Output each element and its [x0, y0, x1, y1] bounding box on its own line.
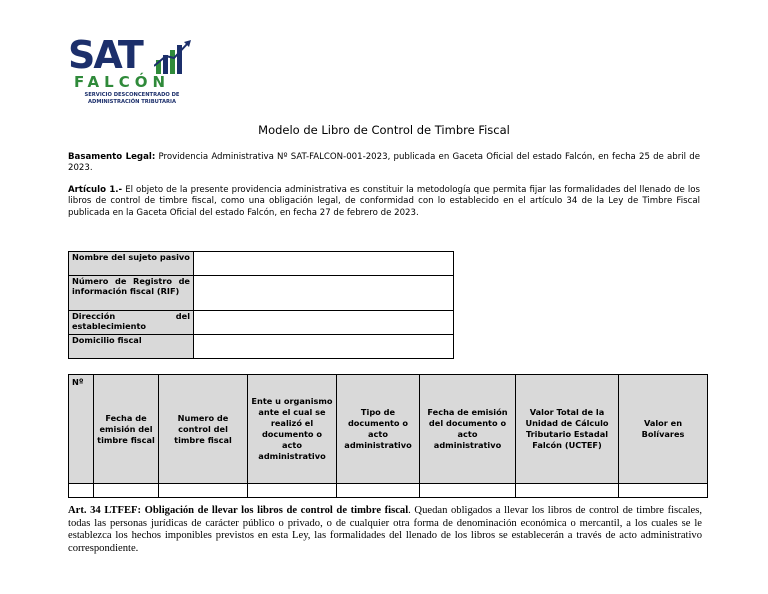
column-header-number: Nº [69, 375, 94, 484]
column-header-tipo-documento: Tipo de documento o acto administrativo [337, 375, 420, 484]
table-cell[interactable] [420, 484, 516, 498]
info-row [69, 311, 454, 335]
basamento-label: Basamento Legal: [68, 152, 156, 162]
info-label: Nombre del sujeto pasivo [69, 252, 194, 276]
page-title: Modelo de Libro de Control de Timbre Fiscal [258, 123, 510, 137]
info-row [69, 276, 454, 311]
taxpayer-info-table [68, 251, 454, 359]
column-header-fecha-documento: Fecha de emisión del documento o acto administrativo [420, 375, 516, 484]
logo-tagline [72, 92, 192, 105]
table-cell[interactable] [94, 484, 159, 498]
logo-tagline-line1: SERVICIO DESCONCENTRADO DE [84, 92, 180, 98]
articulo-text: El objeto de la presente providencia administrativa es constituir la metodología que permita fijar las formalidades del llenado de los libros de control de timbre fiscal, como una obligación legal, de conformidad con lo establecido en el artículo 34 de la Ley de Timbre Fiscal publicada en la Gaceta Oficial del estado Falcón, en fecha 27 de febrero de 2023. [68, 185, 701, 218]
basamento-text: Providencia Administrativa Nº SAT-FALCON-001-2023, publicada en Gaceta Oficial del estado Falcón, en fecha 25 de abril de 2023. [68, 152, 700, 174]
table-cell[interactable] [516, 484, 619, 498]
articulo-label: Artículo 1.- [68, 185, 123, 195]
table-cell[interactable] [337, 484, 420, 498]
logo-growth-chart-icon [154, 40, 192, 74]
info-value[interactable] [194, 252, 454, 276]
table-header-row [69, 375, 708, 484]
info-value[interactable] [194, 335, 454, 359]
info-value[interactable] [194, 276, 454, 311]
article-34-footnote [68, 505, 702, 555]
footnote-text: . Quedan obligados a llevar los libros de control de timbre fiscales, todas las personas jurídicas de carácter público o privado, o de cualquier otra forma de denominación económica o mercantil, a los cuales se le establezca los hechos imponibles previstos en esta Ley, las formalidades del llenado de los libros se establecerán a través de acto administrativo correspondiente. [68, 505, 702, 554]
column-header-ente-organismo: Ente u organismo ante el cual se realizó el documento o acto administrativo [248, 375, 337, 484]
table-cell[interactable] [69, 484, 94, 498]
column-header-valor-uctef: Valor Total de la Unidad de Cálculo Tributario Estadal Falcón (UCTEF) [516, 375, 619, 484]
logo-main-text: SAT [68, 33, 142, 77]
basamento-legal-paragraph [68, 152, 700, 175]
column-header-valor-bolivares: Valor en Bolívares [619, 375, 708, 484]
info-label: Dirección del establecimiento [69, 311, 194, 335]
footnote-label: Art. 34 LTFEF: Obligación de llevar los libros de control de timbre fiscal [68, 505, 409, 516]
timbre-control-table [68, 374, 708, 498]
info-label: Número de Registro de información fiscal (RIF) [69, 276, 194, 311]
info-value[interactable] [194, 311, 454, 335]
info-label: Domicilio fiscal [69, 335, 194, 359]
info-row [69, 252, 454, 276]
table-row [69, 484, 708, 498]
logo-falcon-text: FALCÓN [74, 73, 171, 91]
table-cell[interactable] [248, 484, 337, 498]
logo-tagline-line2: ADMINISTRACIÓN TRIBUTARIA [88, 98, 176, 105]
info-row [69, 335, 454, 359]
table-cell[interactable] [159, 484, 248, 498]
sat-falcon-logo [68, 33, 192, 108]
column-header-numero-control: Numero de control del timbre fiscal [159, 375, 248, 484]
articulo-paragraph [68, 185, 700, 219]
column-header-fecha-timbre: Fecha de emisión del timbre fiscal [94, 375, 159, 484]
table-cell[interactable] [619, 484, 708, 498]
